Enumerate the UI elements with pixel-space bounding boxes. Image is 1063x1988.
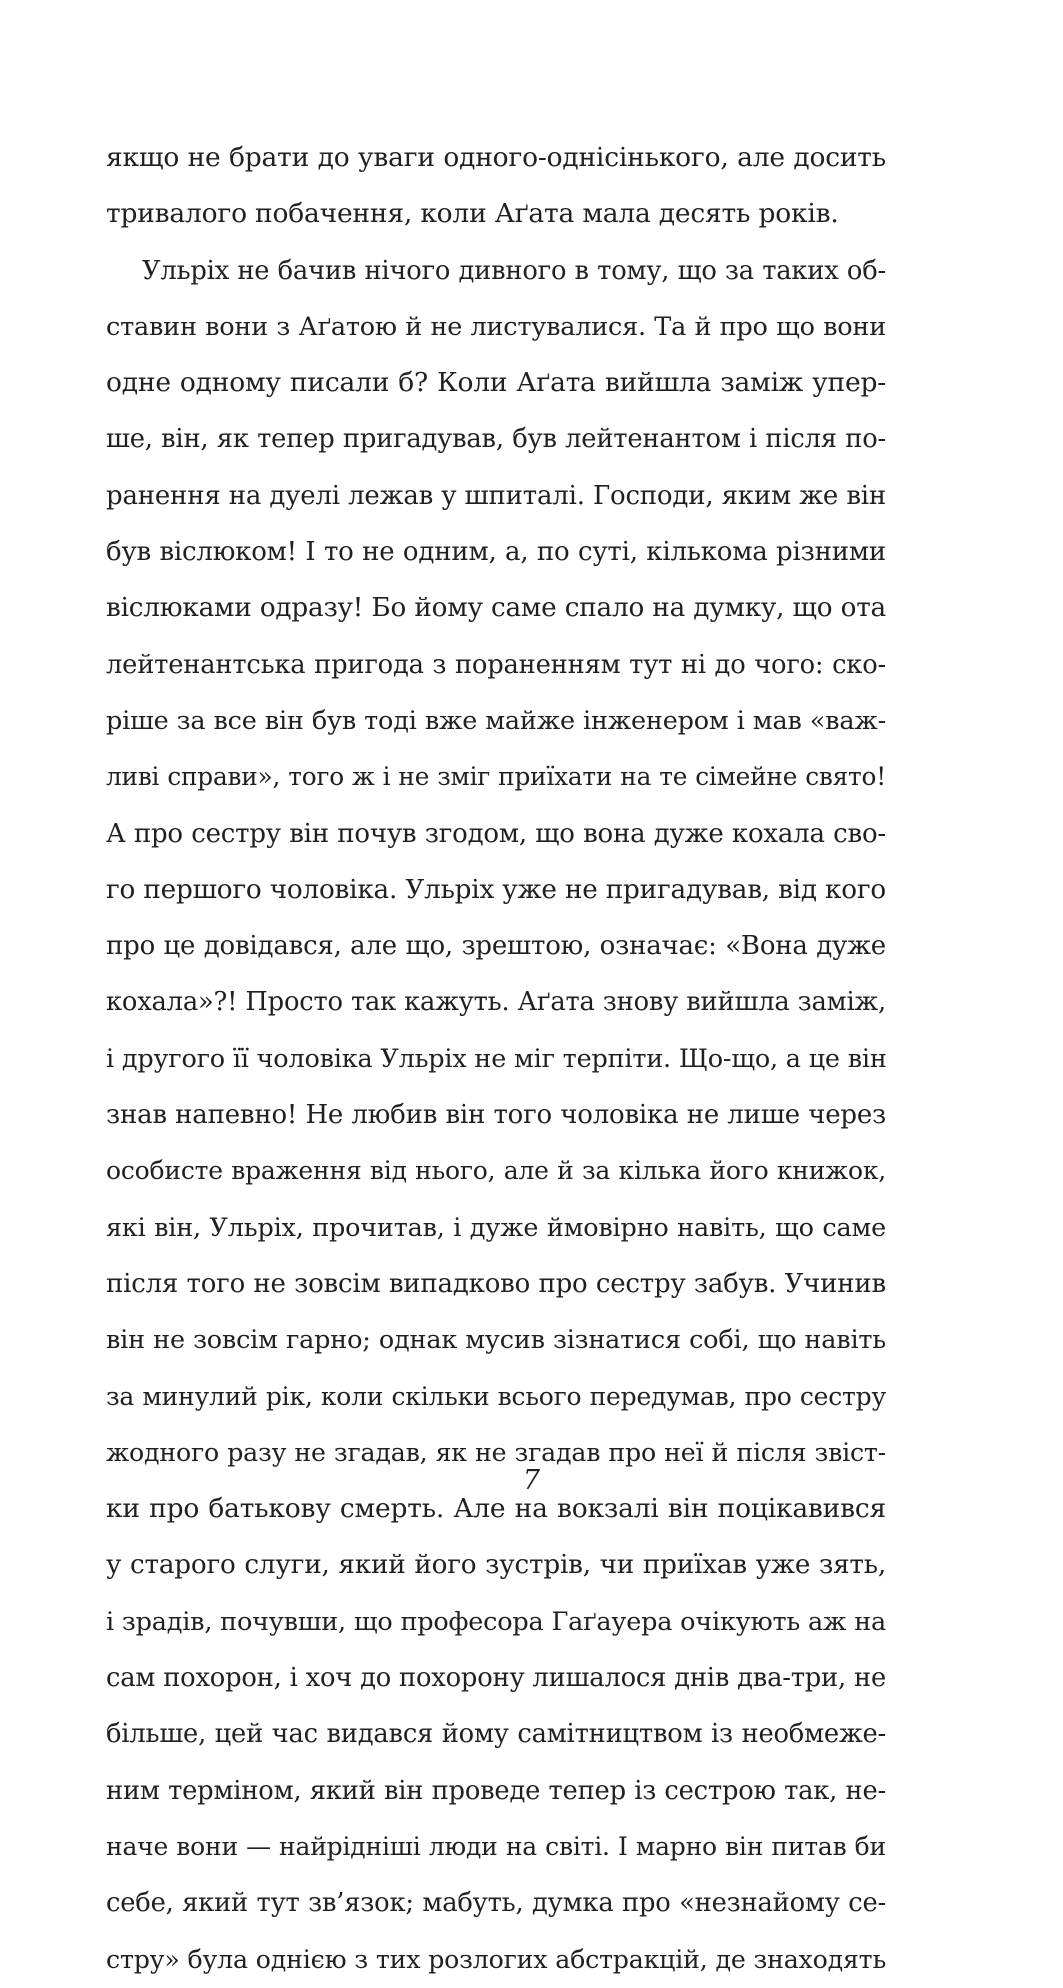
text-line: віслюками одразу! Бо йому саме спало на думку, що ота [106,593,886,624]
text-line: го першого чоловіка. Ульріх уже не пригадував, від кого [106,874,886,905]
text-line: одне одному писали б? Коли Аґата вийшла заміж упер- [106,367,886,399]
text-line: які він, Ульріх, прочитав, і дуже ймовірно навіть, що саме [106,1212,886,1243]
text-line: знав напевно! Не любив він того чоловіка не лише через [106,1100,886,1131]
text-line: він не зовсім гарно; однак мусив зізнатися собі, що навіть [106,1325,886,1356]
text-line: більше, цей час видався йому самітництвом із необмеже- [106,1719,886,1750]
text-line: ставин вони з Аґатою й не листувалися. Та й про що вони [106,311,886,342]
text-line: ливі справи», того ж і не зміг приїхати на те сімейне свято! [106,762,886,792]
text-line: про це довідався, але що, зрештою, означає: «Вона дуже [106,931,886,962]
page-number: 7 [522,1465,541,1496]
text-line: ранення на дуелі лежав у шпиталі. Господи, яким же він [106,480,886,511]
text-line: був віслюком! І то не одним, а, по суті, кількома різними [106,537,886,568]
text-line: за минулий рік, коли скільки всього передумав, про сестру [106,1381,886,1411]
text-line: сам похорон, і хоч до похорону лишалося днів два-три, не [106,1663,886,1694]
text-line: стру» була однією з тих розлогих абстракцій, де знаходять [106,1944,886,1974]
text-line: ріше за все він був тоді вже майже інженером і мав «важ- [106,705,886,736]
text-line: А про сестру він почув згодом, що вона дуже кохала сво- [106,818,886,849]
text-line: себе, який тут зв’язок; мабуть, думка про «незнайому се- [106,1888,886,1919]
text-line: ним терміном, який він проведе тепер із сестрою так, не- [106,1775,886,1806]
text-line: і зрадів, почувши, що професора Гаґауера очікують аж на [106,1606,886,1637]
body-text [106,130,886,1988]
text-line: особисте враження від нього, але й за кілька його книжок, [106,1156,886,1186]
text-line: ше, він, як тепер пригадував, був лейтенантом і після по- [106,424,886,455]
text-line: і другого її чоловіка Ульріх не міг терпіти. Що-що, а це він [106,1043,887,1074]
text-line: якщо не брати до уваги одного-однісінького, але досить [106,142,886,173]
text-line: після того не зовсім випадково про сестру забув. Учинив [106,1268,886,1299]
text-line: кохала»?! Просто так кажуть. Аґата знову вийшла заміж, [106,987,886,1018]
text-line: ки про батькову смерть. Але на вокзалі він поцікавився [106,1493,886,1525]
text-line: у старого слуги, який його зустрів, чи приїхав уже зять, [106,1550,886,1581]
paragraph-first-line: Ульріх не бачив нічого дивного в тому, що за таких об- [142,255,886,286]
text-line: жодного разу не згадав, як не згадав про неї й після звіст- [106,1437,886,1467]
text-line: лейтенантська пригода з пораненням тут ні до чого: ско- [106,649,886,680]
text-line: тривалого побачення, коли Аґата мала десять років. [106,198,839,230]
text-line: наче вони — найрідніші люди на світі. І марно він питав би [106,1831,886,1861]
